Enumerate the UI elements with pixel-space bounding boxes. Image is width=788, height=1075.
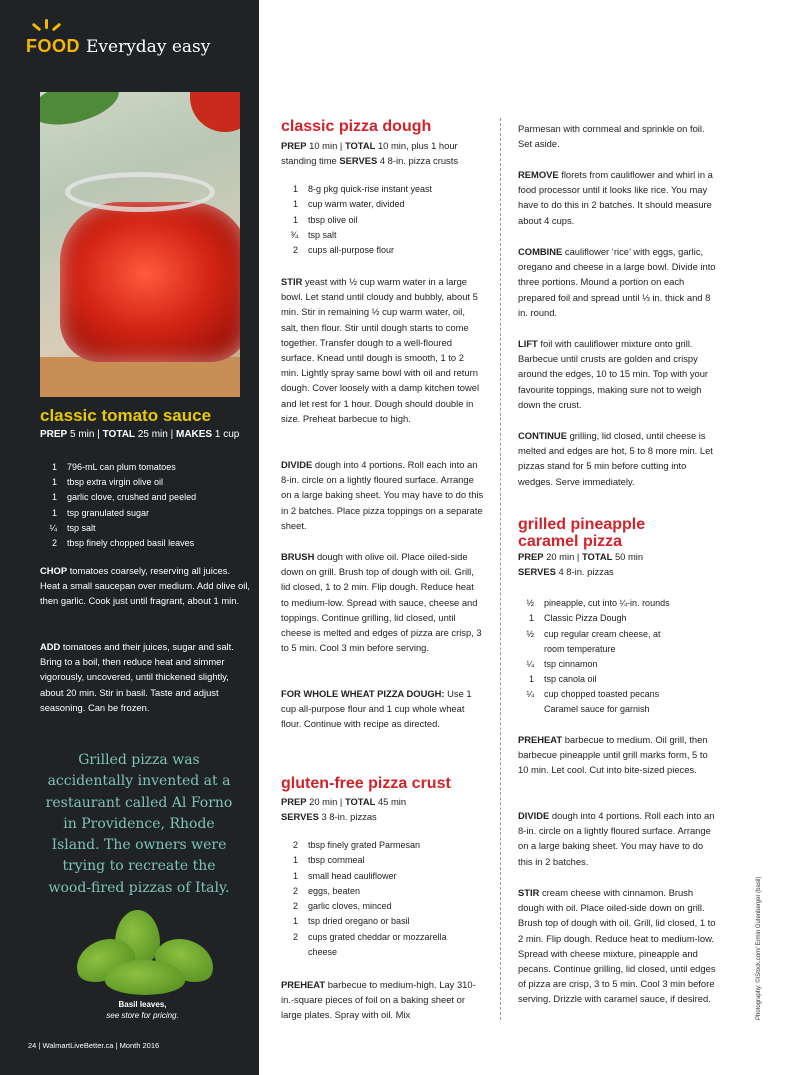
recipe-meta: PREP 20 min | TOTAL 50 min SERVES 4 8-in. pizzas xyxy=(518,551,644,577)
recipe-step: Parmesan with cornmeal and sprinkle on foil. Set aside. xyxy=(518,123,705,150)
recipe-step: DIVIDE dough into 4 portions. Roll each into an 8-in. circle on a lightly floured surface. Arrange on a large baking sheet. You may have to do this in 2 batches. xyxy=(518,810,715,867)
recipe-title: grilled pineapple caramel pizza xyxy=(518,516,646,550)
ingredient-list xyxy=(524,596,714,718)
ingredient-item: 2 eggs, beaten xyxy=(292,885,361,896)
pull-quote: Grilled pizza was accidentally invented at a restaurant called Al Forno in Providence, Rhode Island. The owners were trying to recreate the wood-fired pizzas of Italy. xyxy=(45,752,233,896)
ingredient-item: 2 tbsp finely grated Parmesan xyxy=(292,840,421,850)
section-label: FOOD xyxy=(26,36,80,56)
ingredient-item: ¼ tsp cinnamon xyxy=(526,658,598,669)
page-footer: 24 | WalmartLiveBetter.ca | Month 2016 xyxy=(28,1041,160,1050)
ingredient-item: ¾ tsp salt xyxy=(290,229,337,240)
recipe-title: classic pizza dough xyxy=(281,118,432,135)
ingredient-item: 2 cups grated cheddar or mozzarella cheese xyxy=(292,931,447,957)
ingredient-item: 1 8-g pkg quick-rise instant yeast xyxy=(292,184,433,194)
ingredient-item: 1 Classic Pizza Dough xyxy=(528,613,627,624)
ingredient-item: 1 tsp canola oil xyxy=(528,673,597,684)
recipe-step: COMBINE cauliflower ‘rice’ with eggs, garlic, oregano and cheese in a large bowl. Divide into three portions. Mound a portion on each prepared foil and spread until ⅓ in. thick and 8 in. round. xyxy=(518,246,716,318)
ingredient-item: 1 tbsp cornmeal xyxy=(292,855,365,866)
recipe-step: STIR cream cheese with cinnamon. Brush dough with oil. Place oiled-side down on grill. Brush top of dough with oil. Grill, lid closed, 1 to 2 min. Flip dough. Reduce heat to medium-low. Spread with cheese mixture, pineapple and pecans. Continue grilling, lid closed, until edges of pizza are crisp, 3 to 5 min. Cool 3 min before serving. Drizzle with caramel sauce, if desired. xyxy=(518,887,716,1005)
photo-credit: Photography: ©iStock.com/ Ermin Gutenberger (basil) xyxy=(756,876,762,1020)
recipe-step: DIVIDE dough into 4 portions. Roll each into an 8-in. circle on a lightly floured surface. Arrange on a large baking sheet. You may have to do this in 2 batches. Place pizza toppings on a separate sheet. xyxy=(281,459,484,531)
ingredient-list xyxy=(288,838,488,960)
recipe-title: classic tomato sauce xyxy=(40,406,212,425)
recipe-step: STIR yeast with ½ cup warm water in a large bowl. Let stand until cloudy and bubbly, about 5 min. Stir in remaining ½ cup warm water, oil, salt, then flour. Stir until dough starts to come together. Transfer dough to a well-floured surface. Knead until dough is smooth, 1 to 2 min. Lightly spray same bowl with oil and return dough. Cover loosely with a damp kitchen towel and let rest for 1 hour. Dough should double in size. Preheat barbecue to high. xyxy=(281,276,480,424)
ingredient-item: ½ cup regular cream cheese, at room temperature xyxy=(526,628,661,654)
ingredient-item: ½ pineapple, cut into ¼-in. rounds xyxy=(526,598,670,608)
recipe-step: ADD tomatoes and their juices, sugar and salt. Bring to a boil, then reduce heat and simmer vigorously, uncovered, until thickened slightly, about 20 min. Stir in basil. Taste and adjust seasoning. Can be frozen. xyxy=(40,641,234,713)
recipe-meta: PREP 5 min | TOTAL 25 min | MAKES 1 cup xyxy=(40,429,240,440)
column-divider xyxy=(500,118,501,1020)
recipe-step: PREHEAT barbecue to medium-high. Lay 310-in.-square pieces of foil on a baking sheet or large plates. Spray with oil. Mix xyxy=(281,979,476,1021)
ingredient-item: 1 796-mL can plum tomatoes xyxy=(51,461,176,472)
ingredient-item: 2 garlic cloves, minced xyxy=(292,901,392,912)
section-header xyxy=(26,36,210,57)
basil-caption: Basil leaves, see store for pricing. xyxy=(106,1000,179,1020)
recipe-step: CHOP tomatoes coarsely, reserving all juices. Heat a small saucepan over medium. Add olive oil, then garlic. Cook just until fragrant, about 1 min. xyxy=(40,565,251,607)
recipe-step: REMOVE florets from cauliflower and whirl in a food processor until it looks like rice. You may have to do this in 2 batches. It should measure about 4 cups. xyxy=(518,169,713,226)
recipe-step: BRUSH dough with olive oil. Place oiled-side down on grill. Brush top of dough with oil. Grill, lid closed, 1 to 2 min. Flip dough. Reduce heat to medium-low. Spread with sauce, cheese and toppings. Continue grilling, lid closed, until cheese is melted and edges of pizza are crisp, 3 to 5 min. Cool 3 min before serving. xyxy=(281,551,482,654)
recipe-step: PREHEAT barbecue to medium. Oil grill, then barbecue pineapple until grill marks form, 5 to 10 min. Let cool. Cut into bite-sized pieces. xyxy=(518,734,708,776)
ingredient-item: 1 tsp granulated sugar xyxy=(51,507,150,518)
recipe-meta: PREP 20 min | TOTAL 45 min SERVES 3 8-in. pizzas xyxy=(281,796,407,822)
ingredient-item: ¼ cup chopped toasted pecans xyxy=(526,689,660,700)
ingredient-item: 1 small head cauliflower xyxy=(292,870,397,881)
ingredient-item: 1 tbsp extra virgin olive oil xyxy=(51,476,164,487)
ingredient-list xyxy=(288,182,488,258)
ingredient-list xyxy=(40,459,250,551)
sidebar xyxy=(0,0,259,1075)
recipe-step: CONTINUE grilling, lid closed, until cheese is melted and edges are hot, 5 to 8 more min. Let pizzas stand for 5 min before cutting into wedges. Serve immediately. xyxy=(518,430,713,487)
ingredient-item: Caramel sauce for garnish xyxy=(544,704,650,715)
ingredient-item: 1 tsp dried oregano or basil xyxy=(292,916,410,927)
ingredient-item: 2 tbsp finely chopped basil leaves xyxy=(51,538,195,549)
ingredient-item: ¼ tsp salt xyxy=(49,522,96,533)
section-tagline: Everyday easy xyxy=(86,37,211,57)
recipe-title: gluten-free pizza crust xyxy=(281,775,451,792)
recipe-meta: PREP 10 min | TOTAL 10 min, plus 1 hour standing time SERVES 4 8-in. pizza crusts xyxy=(281,140,459,166)
recipe-step: LIFT foil with cauliflower mixture onto grill. Barbecue until crusts are golden and crispy around the edges, 10 to 15 min. Top with your favourite toppings, making sure not to weigh down the crust. xyxy=(518,338,709,410)
recipe-step: FOR WHOLE WHEAT PIZZA DOUGH: Use 1 cup all-purpose flour and 1 cup whole wheat flour. Continue with recipe as directed. xyxy=(281,688,472,730)
tomato-sauce-photo xyxy=(40,92,240,397)
ingredient-item: 1 garlic clove, crushed and peeled xyxy=(51,492,197,503)
basil-leaves-image xyxy=(70,905,220,1005)
ingredient-item: 2 cups all-purpose flour xyxy=(292,245,395,256)
ingredient-item: 1 tbsp olive oil xyxy=(292,214,358,225)
ingredient-item: 1 cup warm water, divided xyxy=(292,199,405,210)
